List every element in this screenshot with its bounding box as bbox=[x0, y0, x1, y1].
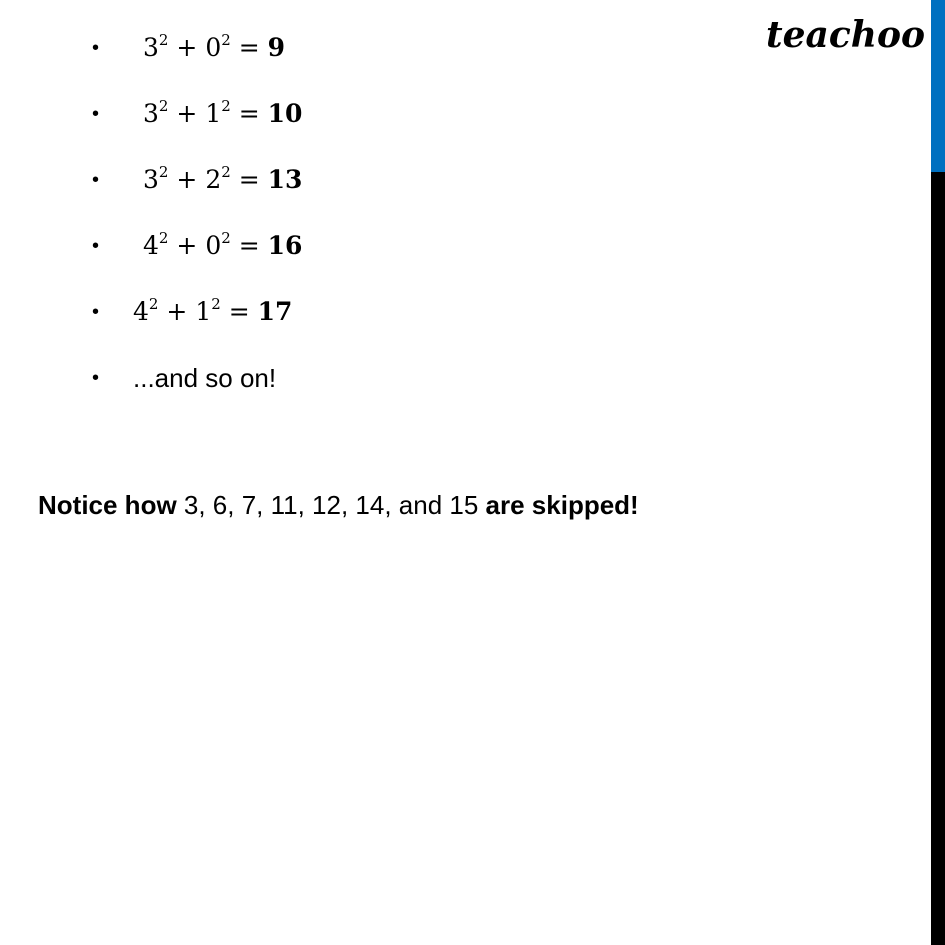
bullet-icon: • bbox=[92, 37, 100, 59]
base-a: 3 bbox=[143, 33, 159, 62]
bullet-icon: • bbox=[92, 169, 100, 191]
equals-sign: = bbox=[238, 165, 260, 194]
plus-sign: + bbox=[166, 297, 188, 326]
result: 9 bbox=[267, 33, 286, 62]
equals-sign: = bbox=[238, 33, 260, 62]
equation bbox=[143, 28, 285, 68]
exponent: 2 bbox=[211, 295, 221, 313]
accent-bar-blue bbox=[931, 0, 945, 172]
equals-sign: = bbox=[228, 297, 250, 326]
equation bbox=[143, 160, 302, 200]
bullet-icon: • bbox=[92, 367, 100, 389]
exponent: 2 bbox=[221, 229, 231, 247]
equation bbox=[143, 94, 302, 134]
result: 10 bbox=[267, 99, 303, 128]
result: 16 bbox=[267, 231, 303, 260]
base-b: 0 bbox=[205, 231, 222, 260]
notice-text bbox=[38, 490, 639, 521]
base-a: 3 bbox=[143, 165, 159, 194]
equation bbox=[143, 226, 302, 266]
exponent: 2 bbox=[158, 163, 169, 181]
base-a: 4 bbox=[133, 297, 149, 326]
base-a: 3 bbox=[143, 99, 159, 128]
bullet-icon: • bbox=[92, 235, 100, 257]
plus-sign: + bbox=[176, 165, 198, 194]
exponent: 2 bbox=[221, 163, 231, 181]
exponent: 2 bbox=[148, 295, 159, 313]
notice-bold-start: Notice how bbox=[38, 490, 177, 520]
exponent: 2 bbox=[158, 229, 169, 247]
list-item-text: ...and so on! bbox=[133, 363, 277, 393]
exponent: 2 bbox=[158, 97, 169, 115]
exponent: 2 bbox=[221, 97, 231, 115]
equals-sign: = bbox=[238, 99, 260, 128]
bullet-icon: • bbox=[92, 103, 100, 125]
plus-sign: + bbox=[176, 99, 198, 128]
result: 13 bbox=[267, 165, 303, 194]
equals-sign: = bbox=[238, 231, 260, 260]
result: 17 bbox=[257, 297, 293, 326]
base-a: 4 bbox=[143, 231, 159, 260]
bullet-icon: • bbox=[92, 301, 100, 323]
base-b: 0 bbox=[205, 33, 222, 62]
teachoo-logo: teachoo bbox=[766, 14, 925, 56]
plus-sign: + bbox=[176, 231, 198, 260]
accent-bar-black bbox=[931, 172, 945, 945]
base-b: 2 bbox=[205, 165, 222, 194]
exponent: 2 bbox=[221, 31, 231, 49]
notice-bold-end: are skipped! bbox=[485, 490, 639, 520]
base-b: 1 bbox=[195, 297, 212, 326]
equation bbox=[133, 292, 292, 332]
base-b: 1 bbox=[205, 99, 222, 128]
exponent: 2 bbox=[158, 31, 169, 49]
notice-numbers: 3, 6, 7, 11, 12, 14, and 15 bbox=[176, 490, 486, 520]
plus-sign: + bbox=[176, 33, 198, 62]
